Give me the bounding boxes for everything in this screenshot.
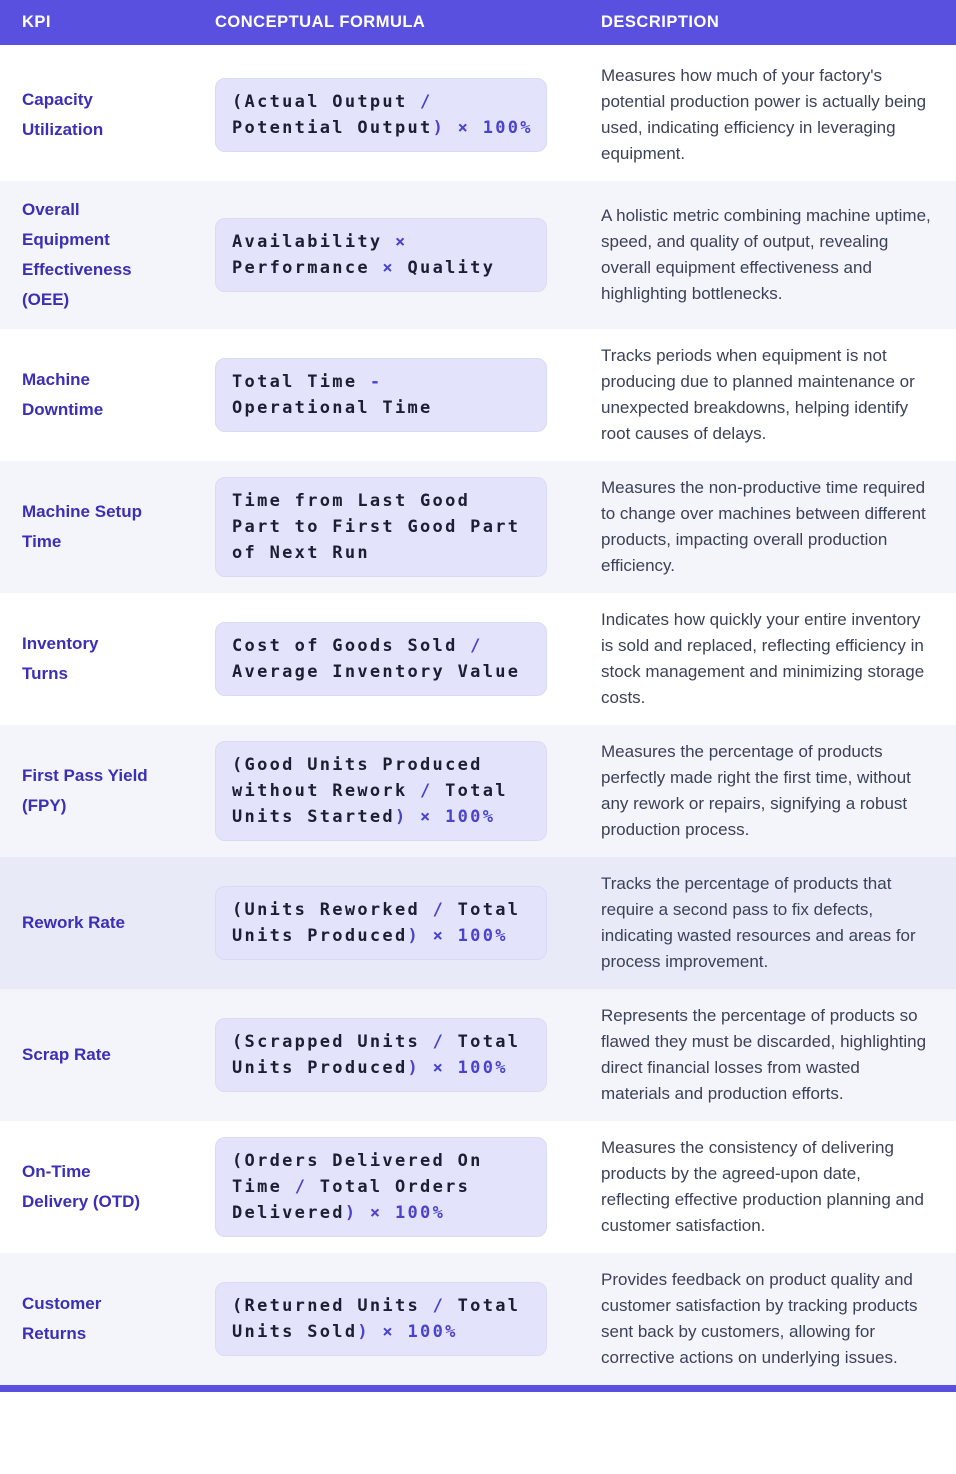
formula-box: Total Time - Operational Time xyxy=(215,358,547,432)
kpi-description: Tracks periods when equipment is not producing due to planned maintenance or unexpected breakdowns, helping identify root causes of delays. xyxy=(601,346,915,443)
table-row xyxy=(0,1121,956,1253)
kpi-description: Tracks the percentage of products that require a second pass to fix defects, indicating wasted resources and areas for process improvement. xyxy=(601,874,916,971)
formula-box: (Good Units Produced without Rework / Total Units Started) × 100% xyxy=(215,741,547,841)
kpi-name: Overall Equipment Effectiveness (OEE) xyxy=(22,200,132,309)
formula-cell xyxy=(215,78,601,152)
table-row xyxy=(0,461,956,593)
formula-cell xyxy=(215,477,601,577)
kpi-table-body xyxy=(0,49,956,1385)
table-row xyxy=(0,857,956,989)
formula-box: (Scrapped Units / Total Units Produced) × 100% xyxy=(215,1018,547,1092)
formula-cell xyxy=(215,1282,601,1356)
kpi-name: Customer Returns xyxy=(22,1294,102,1343)
kpi-description: Measures the consistency of delivering products by the agreed-upon date, reflecting effective production planning and customer satisfaction. xyxy=(601,1138,924,1235)
formula-cell xyxy=(215,886,601,960)
table-row xyxy=(0,989,956,1121)
column-header-description: DESCRIPTION xyxy=(601,13,720,31)
kpi-description: Provides feedback on product quality and customer satisfaction by tracking products sent back by customers, allowing for corrective actions on underlying issues. xyxy=(601,1270,918,1367)
kpi-name: Inventory Turns xyxy=(22,634,99,683)
formula-cell xyxy=(215,1018,601,1092)
table-row xyxy=(0,725,956,857)
kpi-name: Scrap Rate xyxy=(22,1045,111,1064)
table-row xyxy=(0,593,956,725)
formula-box: (Returned Units / Total Units Sold) × 100% xyxy=(215,1282,547,1356)
kpi-name: Capacity Utilization xyxy=(22,90,104,139)
table-row xyxy=(0,181,956,329)
table-row xyxy=(0,49,956,181)
kpi-name: Machine Setup Time xyxy=(22,502,142,551)
table-header xyxy=(0,0,956,45)
column-header-conceptual-formula: CONCEPTUAL FORMULA xyxy=(215,13,426,31)
kpi-description: A holistic metric combining machine uptime, speed, and quality of output, revealing overall equipment effectiveness and highlighting bottlenecks. xyxy=(601,206,931,303)
formula-box: (Actual Output / Potential Output) × 100% xyxy=(215,78,547,152)
formula-box: (Units Reworked / Total Units Produced) × 100% xyxy=(215,886,547,960)
kpi-description: Measures the non-productive time required to change over machines between different products, impacting overall production efficiency. xyxy=(601,478,926,575)
kpi-description: Measures how much of your factory's potential production power is actually being used, indicating efficiency in leveraging equipment. xyxy=(601,66,927,163)
formula-cell xyxy=(215,218,601,292)
formula-box: Cost of Goods Sold / Average Inventory Value xyxy=(215,622,547,696)
kpi-description: Measures the percentage of products perfectly made right the first time, without any rework or repairs, signifying a robust production process. xyxy=(601,742,911,839)
kpi-name: Rework Rate xyxy=(22,913,125,932)
formula-cell xyxy=(215,622,601,696)
column-header-kpi: KPI xyxy=(22,13,52,31)
kpi-description: Indicates how quickly your entire inventory is sold and replaced, reflecting efficiency in stock management and minimizing storage costs. xyxy=(601,610,925,707)
formula-box: Time from Last Good Part to First Good Part of Next Run xyxy=(215,477,547,577)
kpi-name: First Pass Yield (FPY) xyxy=(22,766,148,815)
kpi-description: Represents the percentage of products so flawed they must be discarded, highlighting direct financial losses from wasted materials and production efforts. xyxy=(601,1006,927,1103)
kpi-name: On-Time Delivery (OTD) xyxy=(22,1162,141,1211)
formula-cell xyxy=(215,741,601,841)
formula-cell xyxy=(215,1137,601,1237)
footer-accent-bar xyxy=(0,1385,956,1392)
table-row xyxy=(0,1253,956,1385)
table-row xyxy=(0,329,956,461)
formula-box: Availability × Performance × Quality xyxy=(215,218,547,292)
formula-box: (Orders Delivered On Time / Total Orders Delivered) × 100% xyxy=(215,1137,547,1237)
kpi-name: Machine Downtime xyxy=(22,370,104,419)
formula-cell xyxy=(215,358,601,432)
